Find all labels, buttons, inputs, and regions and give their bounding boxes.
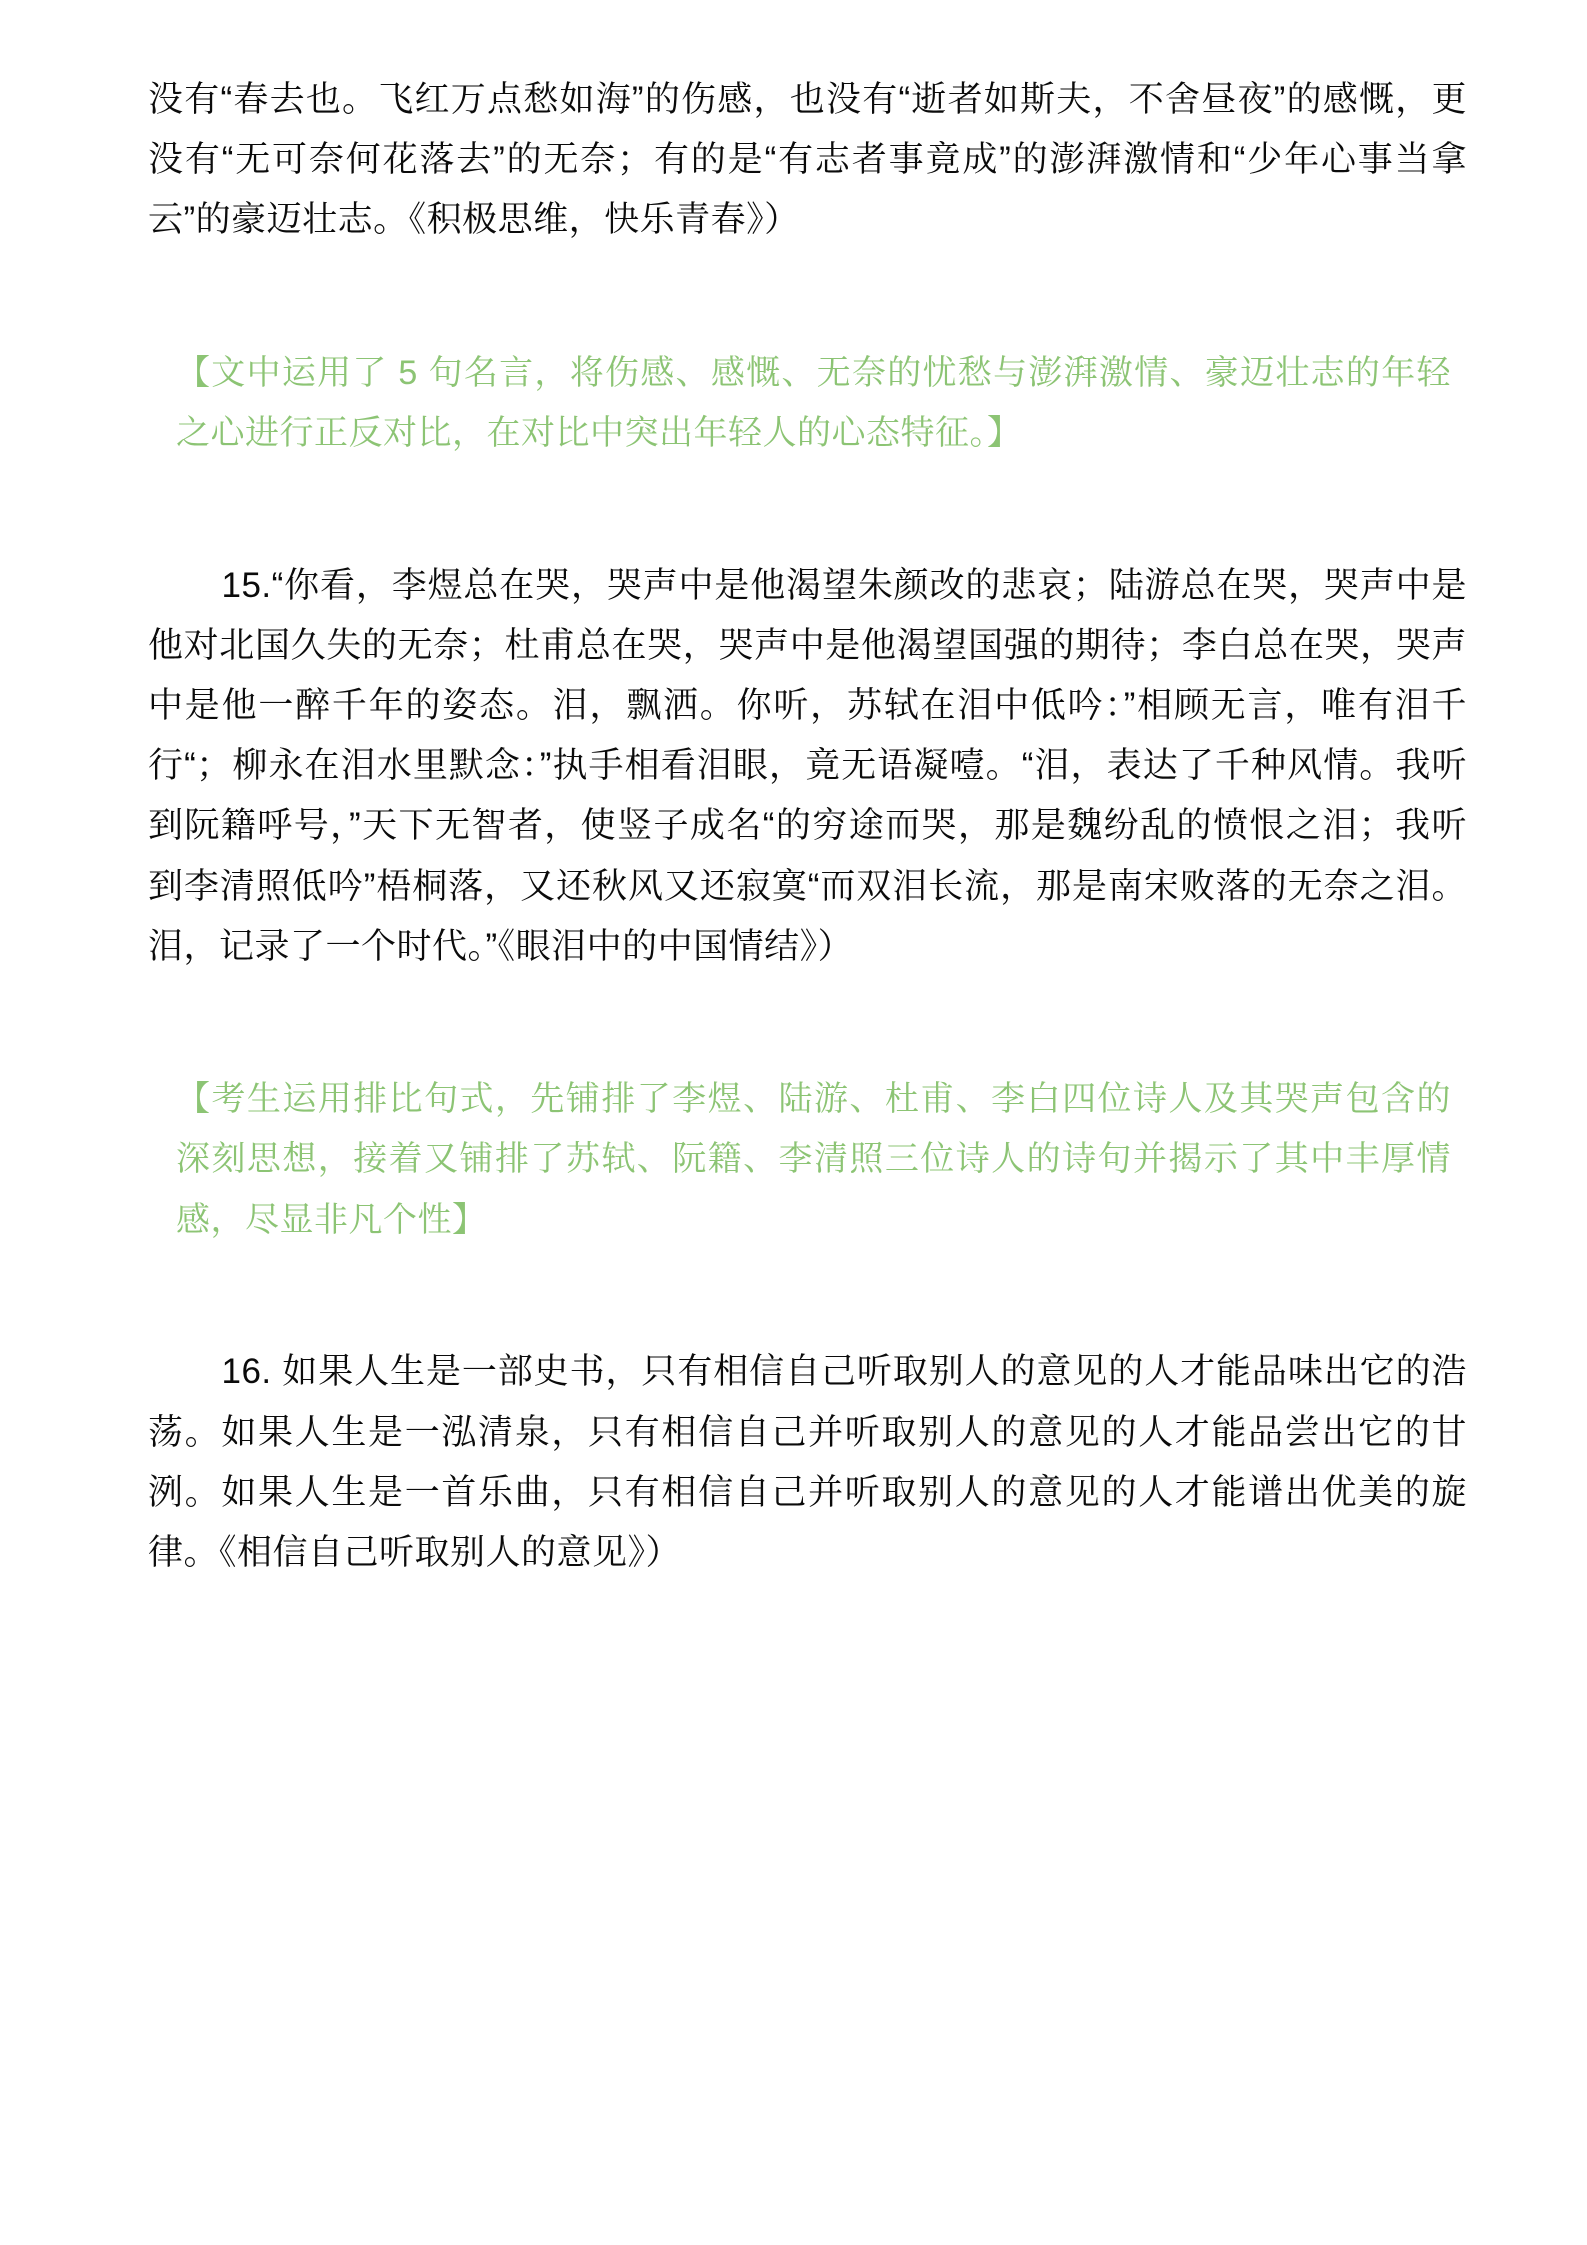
paragraph-excerpt-14: 没有“春去也。飞红万点愁如海”的伤感，也没有“逝者如斯夫，不舍昼夜”的感慨，更没有“无可奈何花落去”的无奈；有的是“有志者事竟成”的澎湃激情和“少年心事当拿云”的豪迈壮志。《积极思维，快乐青春》） xyxy=(148,80,1467,240)
spacer xyxy=(148,977,1467,1069)
spacer xyxy=(148,1250,1467,1342)
paragraph-excerpt-15: 15.“你看，李煜总在哭，哭声中是他渴望朱颜改的悲哀；陆游总在哭，哭声中是他对北国久失的无奈；杜甫总在哭，哭声中是他渴望国强的期待；李白总在哭，哭声中是他一醉千年的姿态。泪，飘洒。你听，苏轼在泪中低吟：”相顾无言，唯有泪千行“；柳永在泪水里默念：”执手相看泪眼，竟无语凝噎。“泪，表达了千种风情。我听到阮籍呼号，”天下无智者，使竖子成名“的穷途而哭，那是魏纷乱的愤恨之泪；我听到李清照低吟”梧桐落，又还秋风又还寂寞“而双泪长流，那是南宋败落的无奈之泪。泪，记录了一个时代。”《眼泪中的中国情结》） xyxy=(148,565,1467,966)
annotation-note-15: 【考生运用排比句式，先铺排了李煜、陆游、杜甫、李白四位诗人及其哭声包含的深刻思想，接着又铺排了苏轼、阮籍、李清照三位诗人的诗句并揭示了其中丰厚情感，尽显非凡个性】 xyxy=(176,1079,1451,1239)
paragraph-excerpt-16: 16. 如果人生是一部史书，只有相信自己听取别人的意见的人才能品味出它的浩荡。如果人生是一泓清泉，只有相信自己并听取别人的意见的人才能品尝出它的甘洌。如果人生是一首乐曲，只有相信自己并听取别人的意见的人才能谱出优美的旋律。《相信自己听取别人的意见》） xyxy=(148,1352,1467,1573)
annotation-note-14: 【文中运用了 5 句名言，将伤感、感慨、无奈的忧愁与澎湃激情、豪迈壮志的年轻之心进行正反对比，在对比中突出年轻人的心态特征。】 xyxy=(176,353,1451,453)
spacer xyxy=(148,464,1467,556)
spacer xyxy=(148,251,1467,343)
